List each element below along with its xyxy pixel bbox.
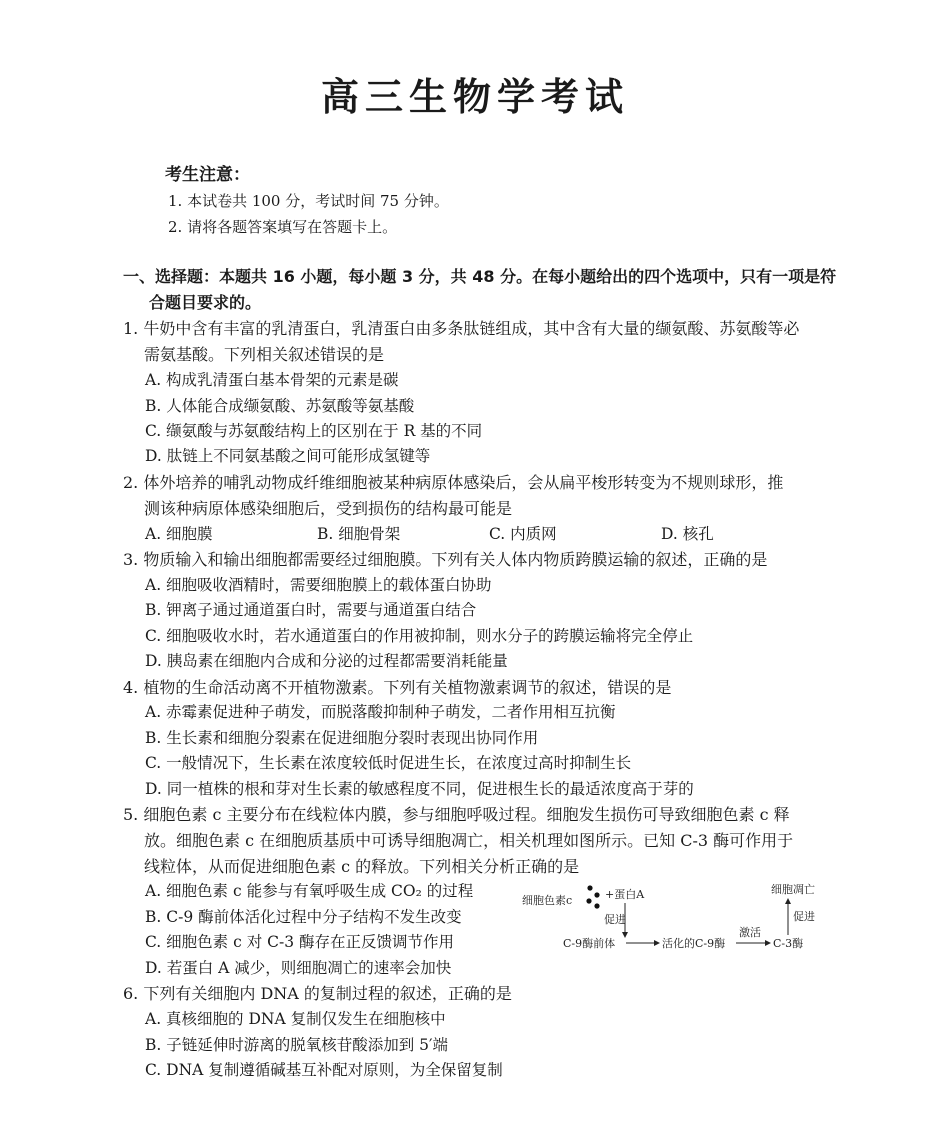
question-1-option-a: A. 构成乳清蛋白基本骨架的元素是碳 <box>145 371 399 389</box>
question-2-option-b: B. 细胞骨架 <box>317 525 401 543</box>
question-5-option-d: D. 若蛋白 A 减少，则细胞凋亡的速率会加快 <box>145 959 452 977</box>
question-6-option-c: C. DNA 复制遵循碱基互补配对原则，为全保留复制 <box>145 1061 503 1079</box>
question-3-option-d: D. 胰岛素在细胞内合成和分泌的过程都需要消耗能量 <box>145 652 508 670</box>
molecule-dot-icon <box>594 892 599 897</box>
diagram-promote-label-1: 促进 <box>604 913 626 926</box>
question-5-line-2: 放。细胞色素 c 在细胞质基质中可诱导细胞凋亡，相关机理如图所示。已知 C-3 酶可作用于 <box>144 831 794 850</box>
question-4-option-d: D. 同一植株的根和芽对生长素的敏感程度不同，促进根生长的最适浓度高于芽的 <box>145 780 694 798</box>
question-1-stem <box>123 316 843 368</box>
molecule-dot-icon <box>587 885 592 890</box>
section-1-line-2: 合题目要求的。 <box>149 293 262 312</box>
question-2-option-c: C. 内质网 <box>489 525 557 543</box>
question-6-stem <box>123 981 843 1007</box>
question-1-option-d: D. 肽链上不同氨基酸之间可能形成氢键等 <box>145 447 431 465</box>
question-2-line-1: 2. 体外培养的哺乳动物成纤维细胞被某种病原体感染后，会从扁平梭形转变为不规则球形，推 <box>123 473 784 492</box>
section-1-line-1: 一、选择题：本题共 16 小题，每小题 3 分，共 48 分。在每小题给出的四个选项中，只有一项是符 <box>123 267 837 286</box>
notice-heading: 考生注意： <box>165 165 250 185</box>
diagram-c3-label: C-3酶 <box>773 937 804 950</box>
question-2-option-a: A. 细胞膜 <box>145 525 213 543</box>
diagram-apoptosis-label: 细胞凋亡 <box>771 883 815 896</box>
question-3-line-1: 3. 物质输入和输出细胞都需要经过细胞膜。下列有关人体内物质跨膜运输的叙述，正确的是 <box>123 550 768 569</box>
question-1-line-1: 1. 牛奶中含有丰富的乳清蛋白，乳清蛋白由多条肽链组成，其中含有大量的缬氨酸、苏氨酸等必 <box>123 319 800 338</box>
question-1-line-2: 需氨基酸。下列相关叙述错误的是 <box>144 345 385 364</box>
notice-item-2: 2. 请将各题答案填写在答题卡上。 <box>168 218 398 236</box>
question-6-option-a: A. 真核细胞的 DNA 复制仅发生在细胞核中 <box>145 1010 446 1028</box>
notice-item-1: 1. 本试卷共 100 分，考试时间 75 分钟。 <box>168 192 449 210</box>
diagram-precursor-label: C-9酶前体 <box>563 937 616 950</box>
question-5-stem <box>123 802 843 880</box>
diagram-cytochrome-c-label: 细胞色素c <box>522 894 573 907</box>
diagram-promote-label-2: 促进 <box>793 910 815 923</box>
diagram-activate-label: 激活 <box>739 926 761 939</box>
question-2-line-2: 测该种病原体感染细胞后，受到损伤的结构最可能是 <box>144 499 513 518</box>
apoptosis-mechanism-diagram <box>518 875 838 965</box>
question-6-option-b: B. 子链延伸时游离的脱氧核苷酸添加到 5′端 <box>145 1036 449 1054</box>
question-4-line-1: 4. 植物的生命活动离不开植物激素。下列有关植物激素调节的叙述，错误的是 <box>123 678 672 697</box>
question-3-option-a: A. 细胞吸收酒精时，需要细胞膜上的载体蛋白协助 <box>145 576 492 594</box>
question-3-option-c: C. 细胞吸收水时，若水通道蛋白的作用被抑制，则水分子的跨膜运输将完全停止 <box>145 627 694 645</box>
molecule-dot-icon <box>594 903 599 908</box>
question-1-option-b: B. 人体能合成缬氨酸、苏氨酸等氨基酸 <box>145 397 415 415</box>
question-3-option-b: B. 钾离子通过通道蛋白时，需要与通道蛋白结合 <box>145 601 477 619</box>
question-2-stem <box>123 470 843 522</box>
section-1-heading <box>123 264 843 316</box>
question-5-line-1: 5. 细胞色素 c 主要分布在线粒体内膜，参与细胞呼吸过程。细胞发生损伤可导致细胞色素 c 释 <box>123 805 790 824</box>
question-6-line-1: 6. 下列有关细胞内 DNA 的复制过程的叙述，正确的是 <box>123 984 512 1003</box>
question-5-option-c: C. 细胞色素 c 对 C-3 酶存在正反馈调节作用 <box>145 933 455 951</box>
question-4-option-b: B. 生长素和细胞分裂素在促进细胞分裂时表现出协同作用 <box>145 729 539 747</box>
question-4-stem <box>123 675 843 701</box>
question-1-option-c: C. 缬氨酸与苏氨酸结构上的区别在于 R 基的不同 <box>145 422 483 440</box>
question-3-stem <box>123 547 843 573</box>
question-4-option-c: C. 一般情况下，生长素在浓度较低时促进生长，在浓度过高时抑制生长 <box>145 754 632 772</box>
diagram-activated-c9-label: 活化的C-9酶 <box>662 937 726 950</box>
question-5-option-b: B. C-9 酶前体活化过程中分子结构不发生改变 <box>145 908 462 926</box>
molecule-dot-icon <box>586 898 591 903</box>
question-2-options <box>145 522 714 544</box>
question-5-option-a: A. 细胞色素 c 能参与有氧呼吸生成 CO₂ 的过程 <box>145 882 474 900</box>
question-4-option-a: A. 赤霉素促进种子萌发，而脱落酸抑制种子萌发，二者作用相互抗衡 <box>145 703 616 721</box>
exam-title: 高三生物学考试 <box>320 75 629 119</box>
question-5-line-3: 线粒体，从而促进细胞色素 c 的释放。下列相关分析正确的是 <box>144 857 580 876</box>
diagram-protein-a-label: +蛋白A <box>605 888 645 901</box>
question-2-option-d: D. 核孔 <box>661 525 714 543</box>
